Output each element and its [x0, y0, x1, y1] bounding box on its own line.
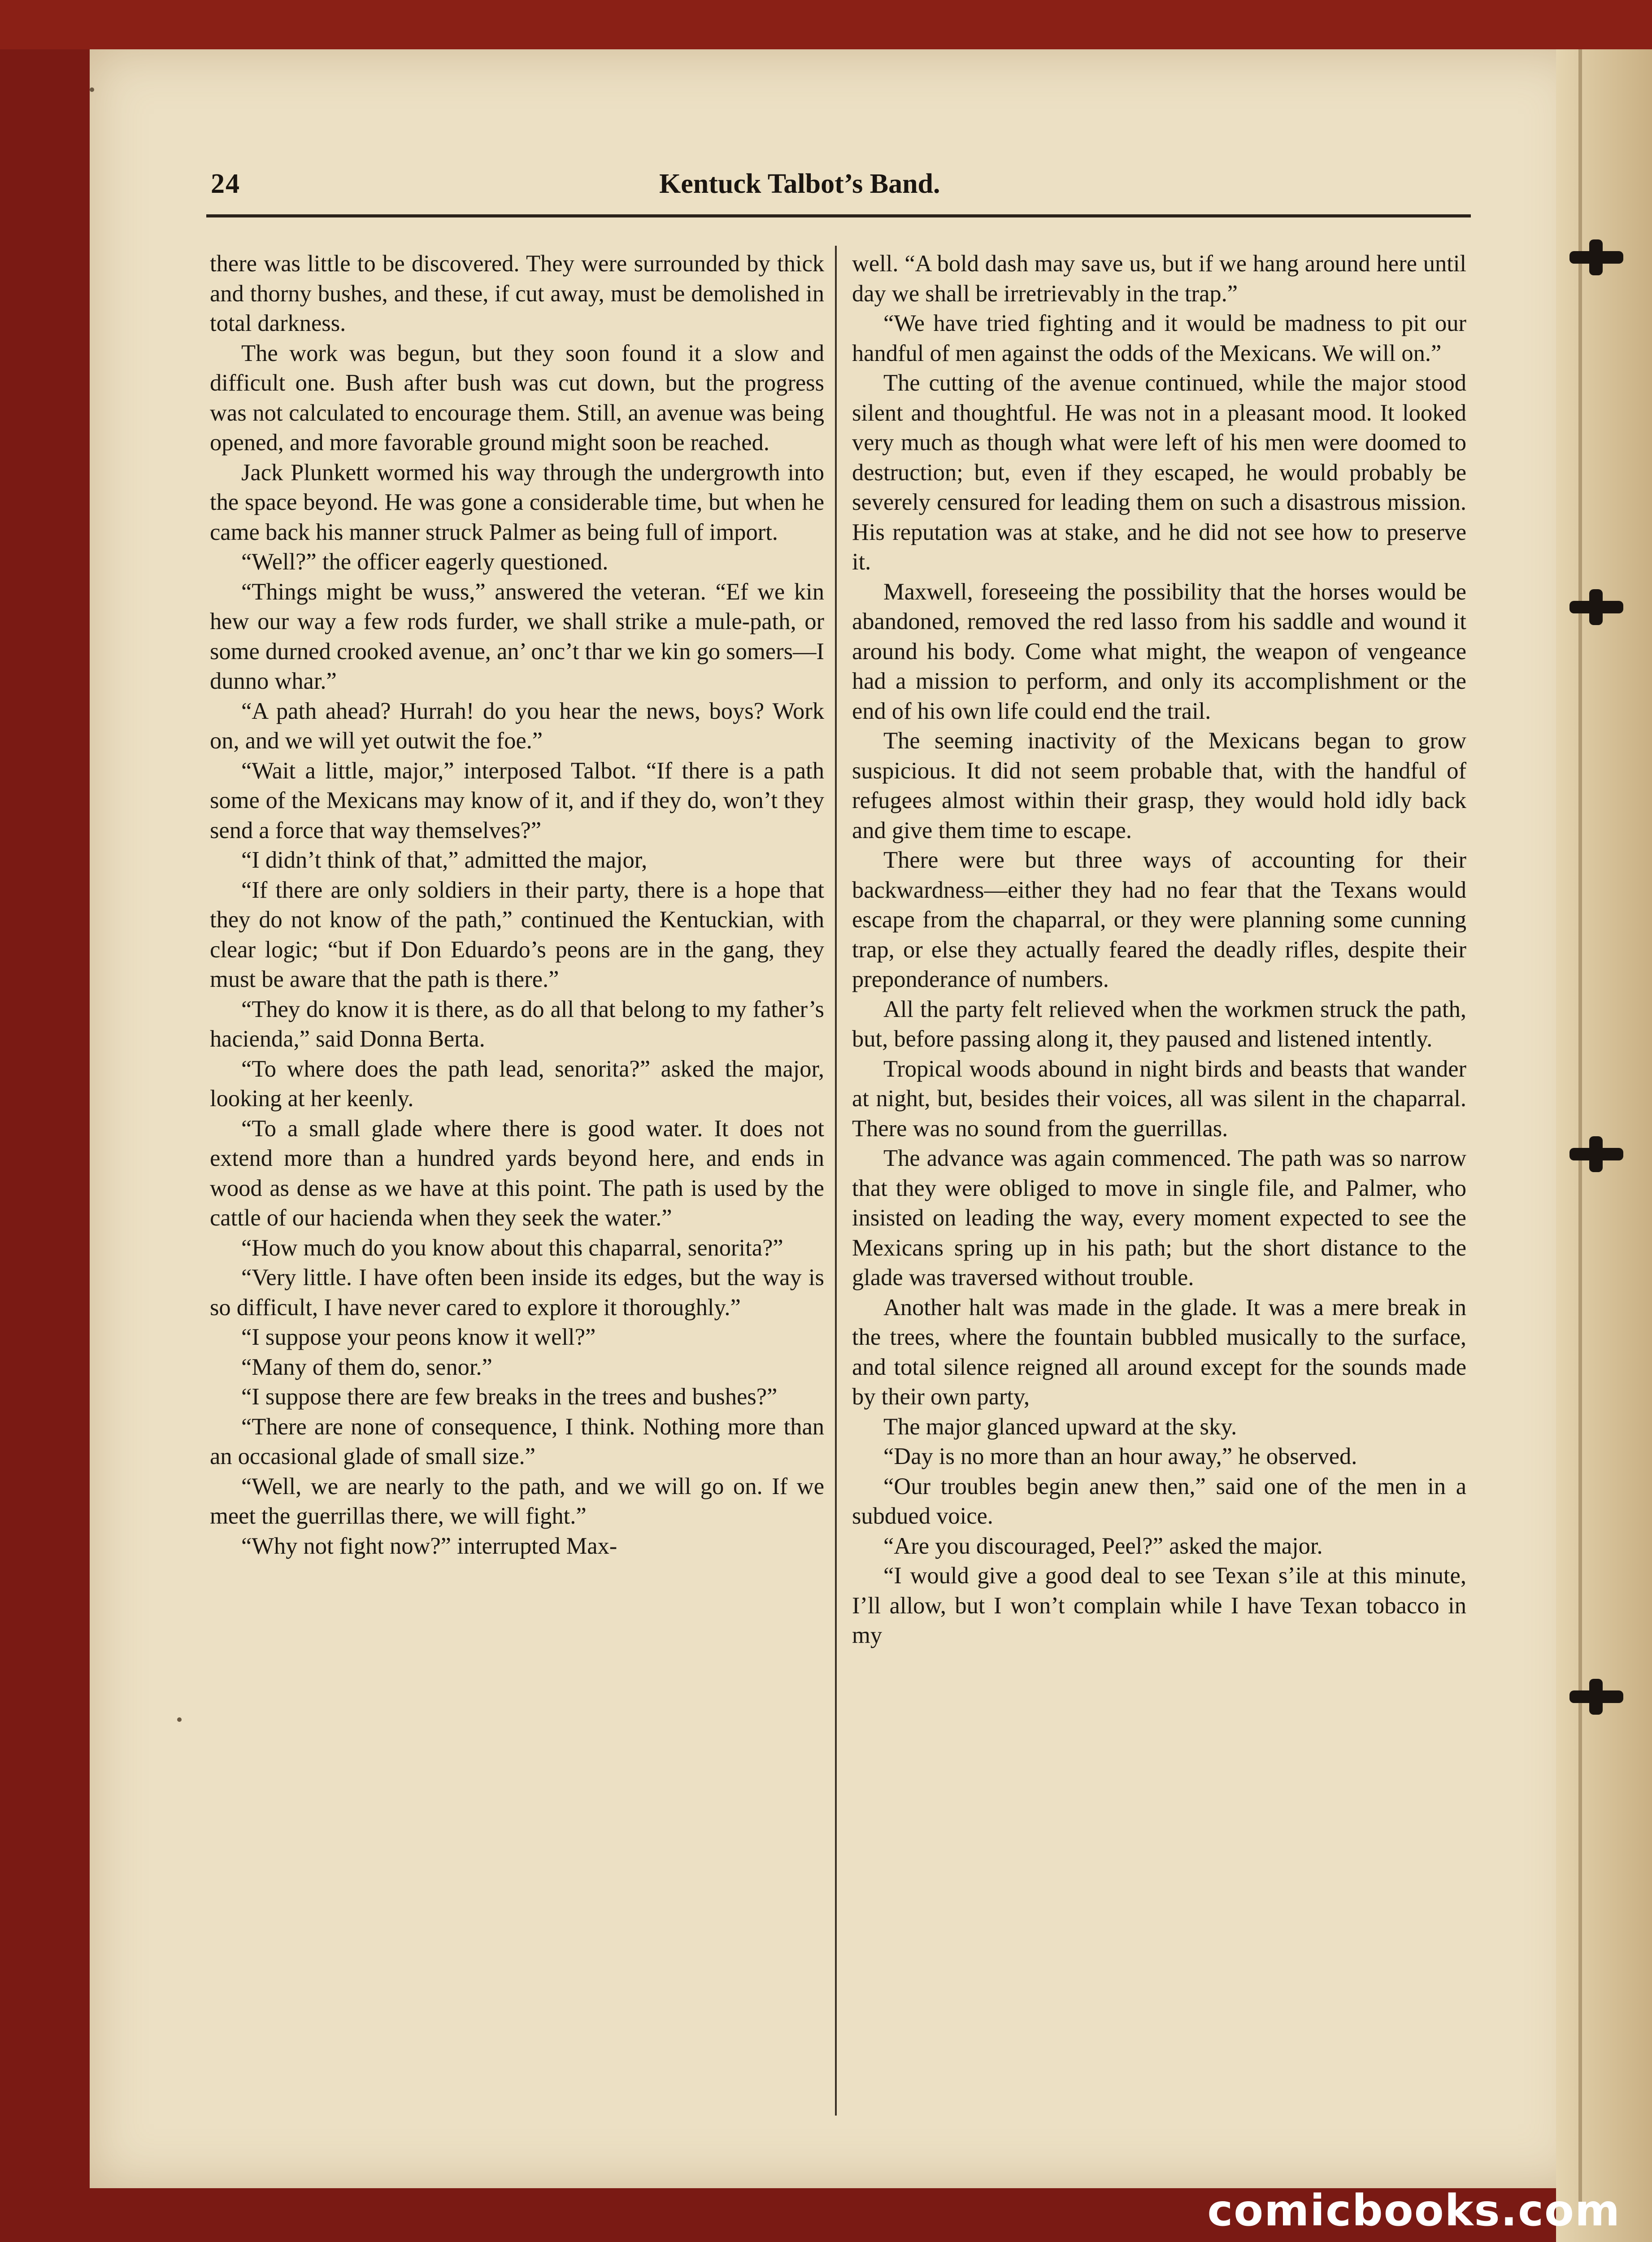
binding-fold: [1578, 49, 1582, 2224]
paragraph: “We have tried fighting and it would be madness to pit our handful of men against the odds of the Mexicans. We will on.”: [852, 310, 1466, 366]
paragraph: The work was begun, but they soon found it a slow and difficult one. Bush after bush was cut down, but the progress was not calculated to encourage them. Still, an avenue was being opened, and more favorable ground might soon be reached.: [210, 340, 824, 456]
paragraph: “Our troubles begin anew then,” said one of the men in a subdued voice.: [852, 1473, 1466, 1529]
paragraph: “Very little. I have often been inside its edges, but the way is so difficult, I have never cared to explore it thoroughly.”: [210, 1264, 824, 1321]
paper-speck: [90, 87, 94, 92]
paragraph: there was little to be discovered. They were surrounded by thick and thorny bushes, and these, if cut away, must be demolished in total darkness.: [210, 251, 824, 336]
paragraph: “Are you discouraged, Peel?” asked the major.: [883, 1533, 1323, 1559]
staple-icon: [1569, 601, 1623, 613]
paper-speck: [177, 1717, 182, 1722]
page-header: [211, 168, 1466, 204]
page-border-top: [0, 0, 1652, 49]
paragraph: The seeming inactivity of the Mexicans began to grow suspicious. It did not seem probable that, with the handful of refugees almost within their grasp, they would hold idly back and give them time to escape.: [852, 728, 1466, 843]
left-column: [210, 249, 824, 1561]
staple-icon: [1569, 251, 1623, 264]
paragraph: The cutting of the avenue continued, while the major stood silent and thoughtful. He was not in a pleasant mood. It looked very much as though what were left of his men were doomed to destruction; but, even if they escaped, he would probably be severely censured for leading them on such a disastrous mission. His reputation was at stake, and he did not see how to preserve it.: [852, 370, 1466, 575]
header-rule: [206, 214, 1471, 217]
paragraph: Jack Plunkett wormed his way through the undergrowth into the space beyond. He was gone a considerable time, but when he came back his manner struck Palmer as being full of import.: [210, 459, 824, 545]
paragraph: All the party felt relieved when the workmen struck the path, but, before passing along it, they paused and listened intently.: [852, 996, 1466, 1052]
paragraph: Tropical woods abound in night birds and beasts that wander at night, but, besides their voices, all was silent in the chaparral. There was no sound from the guerrillas.: [852, 1056, 1466, 1142]
paragraph: “Wait a little, major,” interposed Talbot. “If there is a path some of the Mexicans may know of it, and if they do, won’t they send a force that way themselves?”: [210, 757, 824, 843]
paragraph: “I didn’t think of that,” admitted the major,: [241, 847, 648, 873]
paragraph: well. “A bold dash may save us, but if we hang around here until day we shall be irretrievably in the trap.”: [852, 251, 1466, 307]
paragraph: “There are none of consequence, I think. Nothing more than an occasional glade of small size.”: [210, 1413, 824, 1469]
running-title: Kentuck Talbot’s Band.: [659, 169, 940, 199]
paragraph: The advance was again commenced. The path was so narrow that they were obliged to move in single file, and Palmer, who insisted on leading the way, every moment expected to see the Mexicans spring up in his path; but the short distance to the glade was traversed without trouble.: [852, 1145, 1466, 1290]
paragraph: “To where does the path lead, senorita?” asked the major, looking at her keenly.: [210, 1056, 824, 1112]
paragraph: “Well, we are nearly to the path, and we will go on. If we meet the guerrillas there, we will fight.”: [210, 1473, 824, 1529]
right-column: [852, 249, 1466, 1651]
page-number: 24: [211, 169, 240, 199]
paragraph: “I would give a good deal to see Texan s’ile at this minute, I’ll allow, but I won’t complain while I have Texan tobacco in my: [852, 1563, 1466, 1648]
paragraph: “If there are only soldiers in their party, there is a hope that they do not know of the path,” continued the Kentuckian, with clear logic; “but if Don Eduardo’s peons are in the gang, they must be aware that the path is there.”: [210, 877, 824, 992]
watermark: comicbooks.com: [1207, 2186, 1621, 2236]
paragraph: The major glanced upward at the sky.: [883, 1413, 1237, 1440]
staple-icon: [1569, 1148, 1623, 1160]
staple-icon: [1569, 1690, 1623, 1703]
paragraph: “Things might be wuss,” answered the veteran. “Ef we kin hew our way a few rods furder, we shall strike a mule-path, or some durned crooked avenue, an’ onc’t thar we kin go somers—I dunno whar.”: [210, 578, 824, 694]
page-gutter-edge: [1556, 49, 1652, 2242]
paragraph: “Why not fight now?” interrupted Max-: [241, 1533, 617, 1559]
paragraph: Maxwell, foreseeing the possibility that the horses would be abandoned, removed the red lasso from his saddle and wound it around his body. Come what might, the weapon of vengeance had a mission to perform, and only its accomplishment or the end of his own life could end the trail.: [852, 578, 1466, 724]
paragraph: “Well?” the officer eagerly questioned.: [241, 549, 609, 575]
paragraph: “Many of them do, senor.”: [241, 1354, 492, 1380]
paragraph: “How much do you know about this chaparral, senorita?”: [241, 1234, 783, 1261]
paragraph: “Day is no more than an hour away,” he observed.: [883, 1443, 1357, 1469]
paragraph: “I suppose there are few breaks in the trees and bushes?”: [241, 1384, 778, 1410]
column-divider: [835, 246, 837, 2116]
paragraph: “They do know it is there, as do all that belong to my father’s hacienda,” said Donna Berta.: [210, 996, 824, 1052]
paragraph: “I suppose your peons know it well?”: [241, 1324, 596, 1350]
paragraph: “A path ahead? Hurrah! do you hear the news, boys? Work on, and we will yet outwit the foe.”: [210, 698, 824, 754]
paragraph: Another halt was made in the glade. It was a mere break in the trees, where the fountain bubbled musically to the surface, and total silence reigned all around except for the sounds made by their own party,: [852, 1294, 1466, 1410]
paragraph: There were but three ways of accounting for their backwardness—either they had no fear that the Texans would escape from the chaparral, or they were planning some cunning trap, or else they actually feared the deadly rifles, despite their preponderance of numbers.: [852, 847, 1466, 992]
paragraph: “To a small glade where there is good water. It does not extend more than a hundred yards beyond here, and ends in wood as dense as we have at this point. The path is used by the cattle of our hacienda when they seek the water.”: [210, 1115, 824, 1231]
